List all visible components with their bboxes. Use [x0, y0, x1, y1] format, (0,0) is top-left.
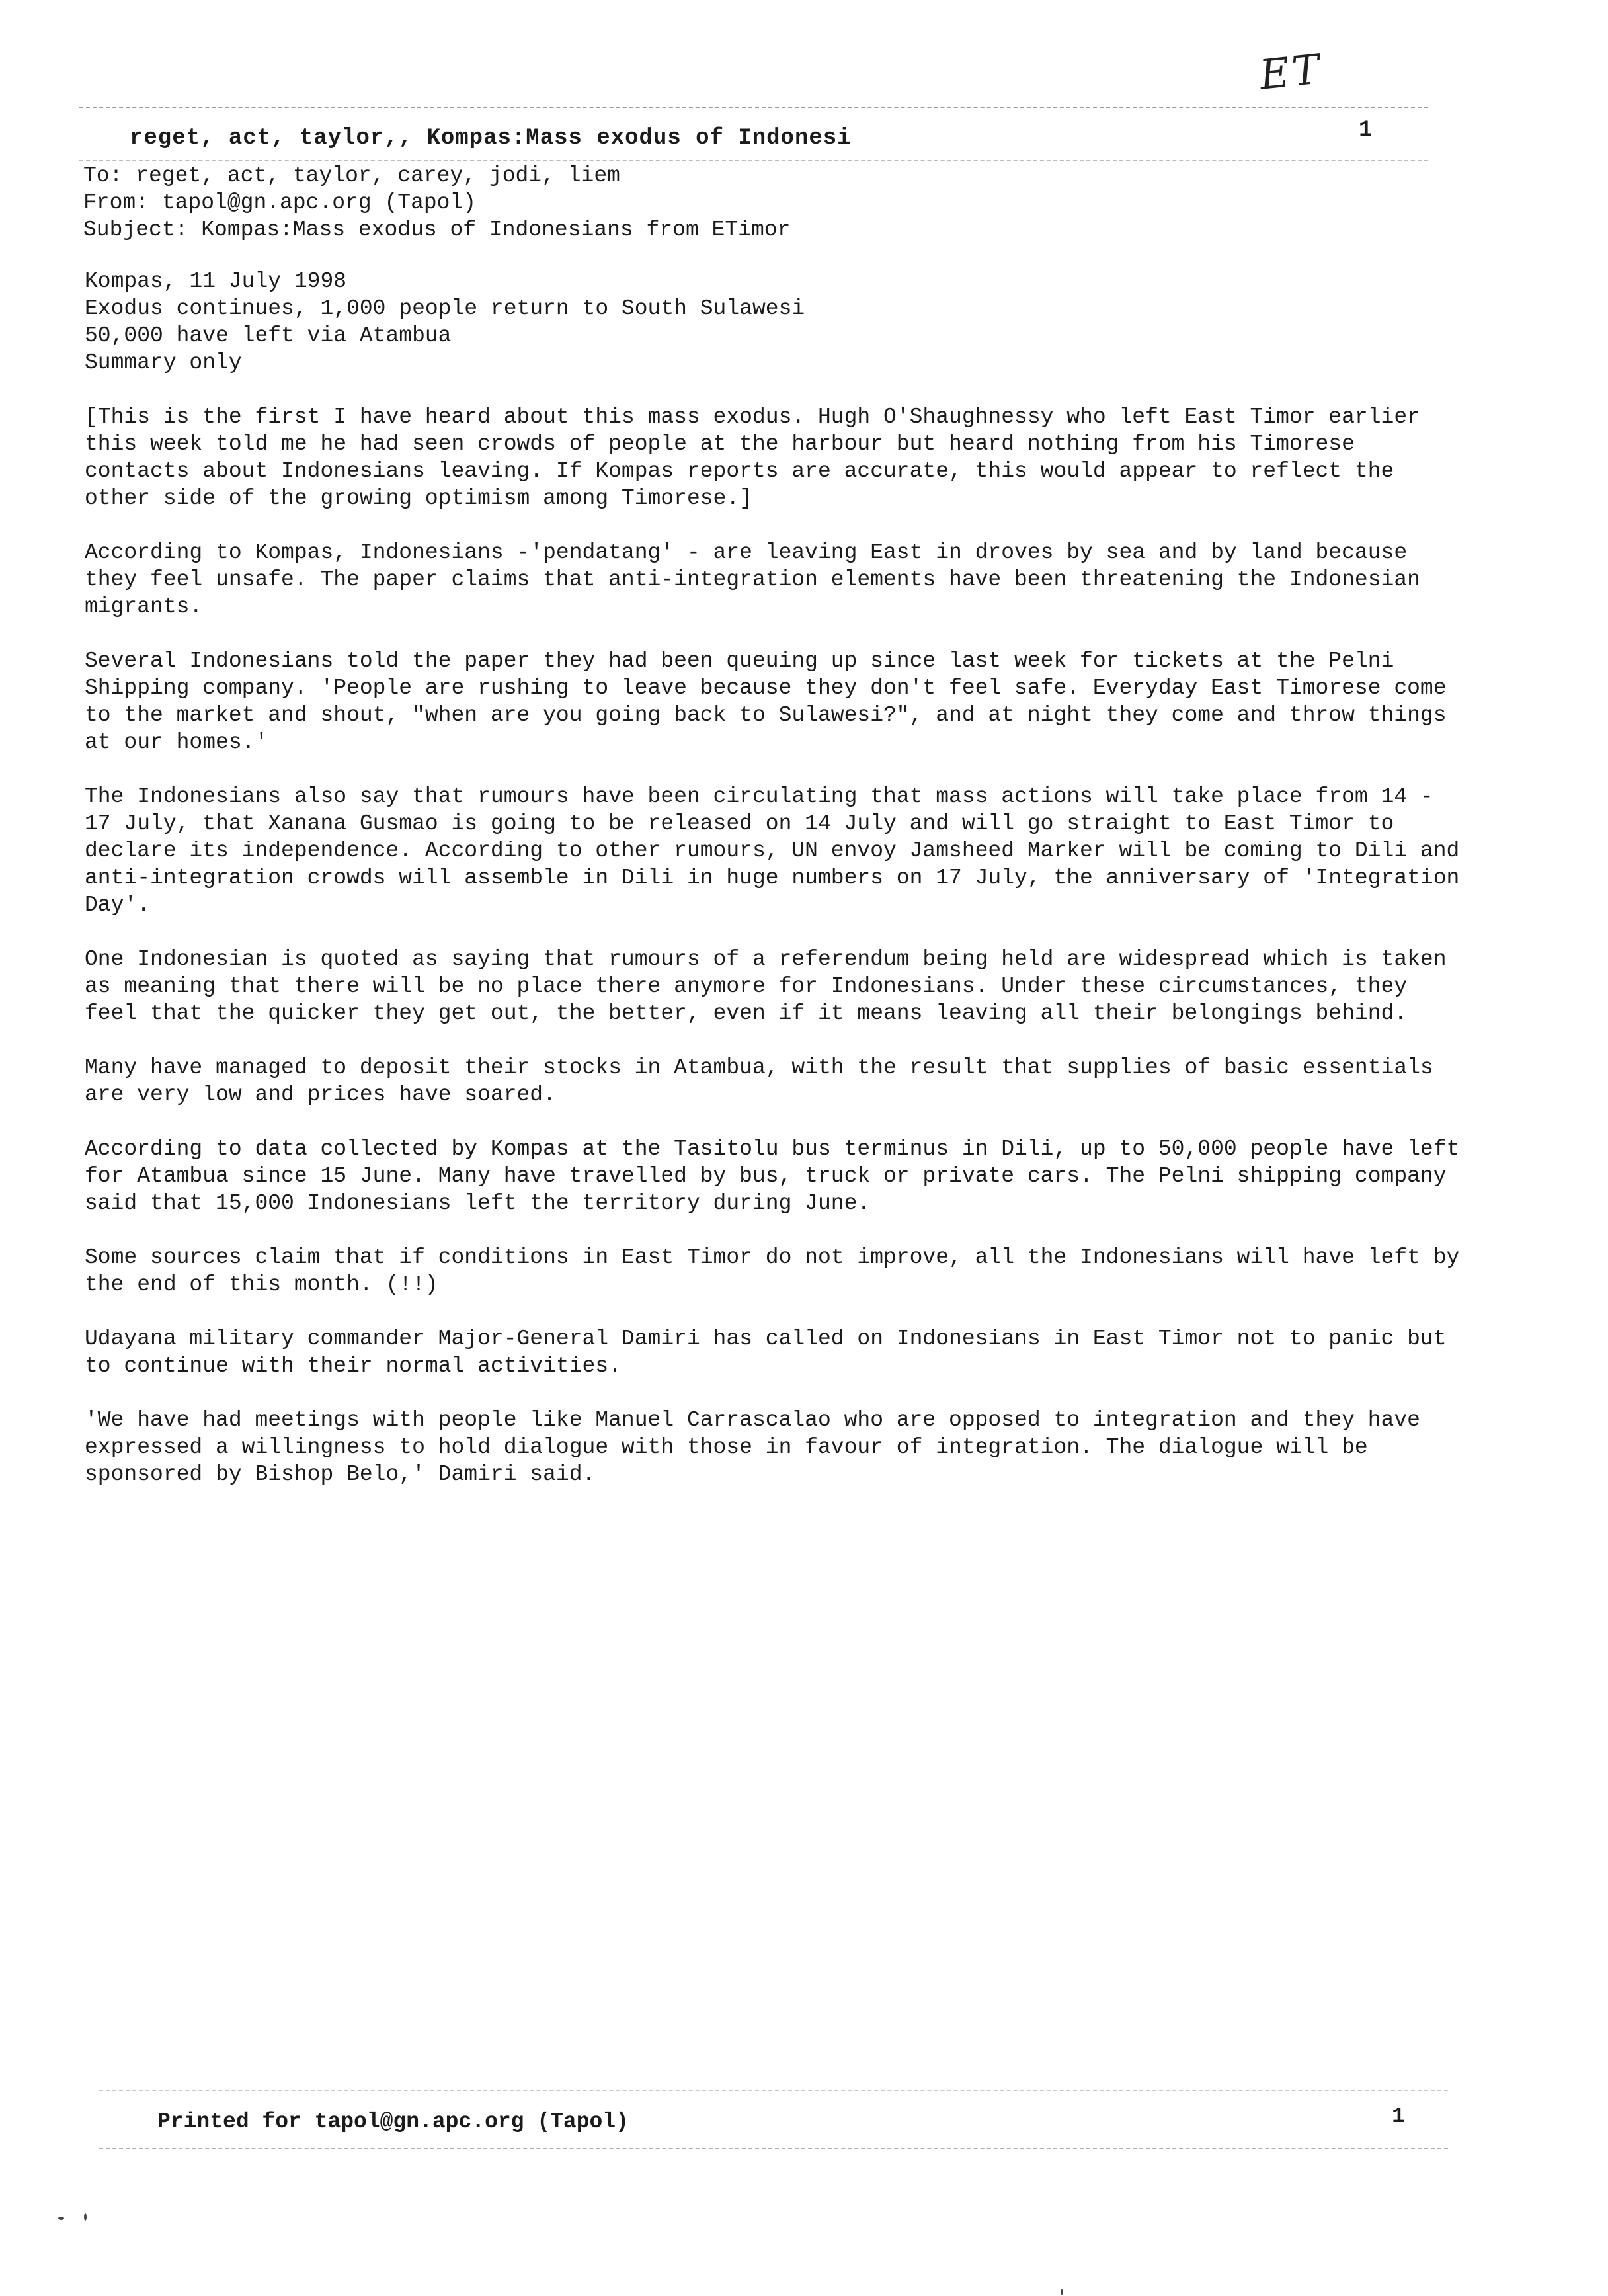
article-headline: Exodus continues, 1,000 people return to South Sulawesi	[85, 296, 805, 321]
email-from: From: tapol@gn.apc.org (Tapol)	[83, 190, 477, 215]
paragraph: According to data collected by Kompas at the Tasitolu bus terminus in Dili, up to 50,000 people have left for Atambua since 15 June. Many have travelled by bus, truck or private cars. The Pelni shipping company said that 15,000 Indonesians left the territory during June.	[85, 1137, 1460, 1215]
footer-page-number: 1	[1392, 2104, 1405, 2129]
scan-speck	[1061, 2289, 1063, 2295]
scan-speck	[58, 2217, 64, 2220]
paragraph: Some sources claim that if conditions in East Timor do not improve, all the Indonesians will have left by the end of this month. (!!)	[85, 1245, 1460, 1297]
scan-speck	[84, 2213, 87, 2221]
email-to: To: reget, act, taylor, carey, jodi, liem	[83, 163, 620, 188]
article-body	[85, 268, 1460, 1515]
handwritten-annotation: ET	[1257, 44, 1325, 99]
article-subheadline: 50,000 have left via Atambua	[85, 323, 452, 348]
header-title: reget, act, taylor,, Kompas:Mass exodus of Indonesi	[130, 126, 852, 151]
email-subject: Subject: Kompas:Mass exodus of Indonesians from ETimor	[83, 218, 791, 242]
paragraph: Udayana military commander Major-General Damiri has called on Indonesians in East Timor not to panic but to continue with their normal activities.	[85, 1327, 1447, 1378]
header-page-number: 1	[1359, 118, 1373, 143]
article-source-date: Kompas, 11 July 1998	[85, 269, 347, 294]
footer-printed-for: Printed for tapol@gn.apc.org (Tapol)	[157, 2110, 629, 2134]
email-metadata	[83, 162, 790, 243]
paragraph: Several Indonesians told the paper they had been queuing up since last week for tickets at the Pelni Shipping company. 'People are rushing to leave because they don't feel safe. Everyday East Timorese come to the market and shout, "when are you going back to Sulawesi?", and at night they come and throw things at our homes.'	[85, 649, 1447, 755]
paragraph: [This is the first I have heard about this mass exodus. Hugh O'Shaughnessy who left East Timor earlier this week told me he had seen crowds of people at the harbour but heard nothing from his Timorese contacts about Indonesians leaving. If Kompas reports are accurate, this would appear to reflect the other side of the growing optimism among Timorese.]	[85, 405, 1420, 511]
paragraph: Many have managed to deposit their stocks in Atambua, with the result that supplies of basic essentials are very low and prices have soared.	[85, 1055, 1433, 1107]
paragraph: One Indonesian is quoted as saying that rumours of a referendum being held are widespread which is taken as meaning that there will be no place there anymore for Indonesians. Under these circumstances, they feel that the quicker they get out, the better, even if it means leaving all their belongings behind.	[85, 947, 1447, 1026]
paragraph: According to Kompas, Indonesians -'pendatang' - are leaving East in droves by sea and by land because they feel unsafe. The paper claims that anti-integration elements have been threatening the Indonesian migrants.	[85, 540, 1420, 619]
article-summary-note: Summary only	[85, 350, 242, 375]
article-heading-block	[85, 268, 1460, 376]
paragraph: 'We have had meetings with people like Manuel Carrascalao who are opposed to integration and they have expressed a willingness to hold dialogue with those in favour of integration. The dialogue will be sponsored by Bishop Belo,' Damiri said.	[85, 1408, 1420, 1487]
paragraph: The Indonesians also say that rumours have been circulating that mass actions will take place from 14 - 17 July, that Xanana Gusmao is going to be released on 14 July and will go straight to East Timor to declare its independence. According to other rumours, UN envoy Jamsheed Marker will be coming to Dili and anti-integration crowds will assemble in Dili in huge numbers on 17 July, the anniversary of 'Integration Day'.	[85, 784, 1460, 917]
